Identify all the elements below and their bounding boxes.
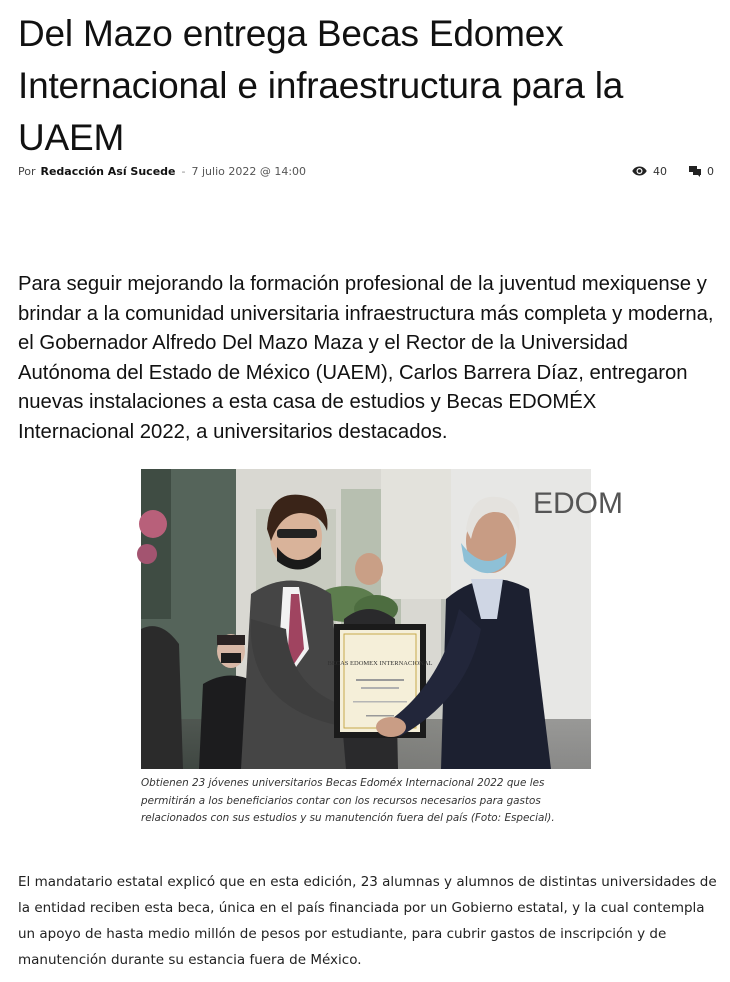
article-title: Del Mazo entrega Becas Edomex Internacional e infraestructura para la UAEM [18, 13, 624, 158]
author-link[interactable]: Redacción Así Sucede [40, 164, 176, 178]
article-lead: Para seguir mejorando la formación profesional de la juventud mexiquense y brindar a la comunidad universitaria infraestructura más completa y moderna, el Gobernador Alfredo Del Mazo Maza y el Rector de la Universidad Autónoma del Estado de México (UAEM), Carlos Barrera Díaz, entregaron nuevas instalaciones a esta casa de estudios y Becas EDOMÉX Internacional 2022, a universitarios destacados. [18, 273, 714, 443]
comment-icon [689, 166, 701, 177]
article-figure [141, 469, 623, 828]
views-count [632, 165, 667, 178]
backdrop-text: EDOM [533, 487, 623, 520]
eye-icon [632, 166, 647, 176]
views-count-value: 40 [653, 164, 667, 178]
publish-date: 7 julio 2022 @ 14:00 [191, 164, 307, 178]
article-meta [18, 162, 714, 180]
certificate-heading: BECAS EDOMEX INTERNACIONAL [327, 660, 433, 667]
byline-label: Por [18, 164, 36, 178]
comments-count[interactable] [689, 165, 714, 178]
photo-caption: Obtienen 23 jóvenes universitarios Becas Edoméx Internacional 2022 que les permitirán a los beneficiarios contar con los recursos necesarios para gastos relacionados con sus estudios y su manutención fuera del país (Foto: Especial). [141, 777, 555, 824]
comments-count-value: 0 [707, 164, 714, 178]
article-photo [141, 469, 623, 769]
meta-separator: - [181, 164, 186, 178]
article-stats [610, 165, 714, 178]
article-paragraph: El mandatario estatal explicó que en esta edición, 23 alumnas y alumnos de distintas universidades de la entidad reciben esta beca, única en el país financiada por un Gobierno estatal, y la cual contempla un apoyo de hasta medio millón de pesos por estudiante, para cubrir gastos de inscripción y de manutención durante su estancia fuera de México. [18, 874, 717, 968]
